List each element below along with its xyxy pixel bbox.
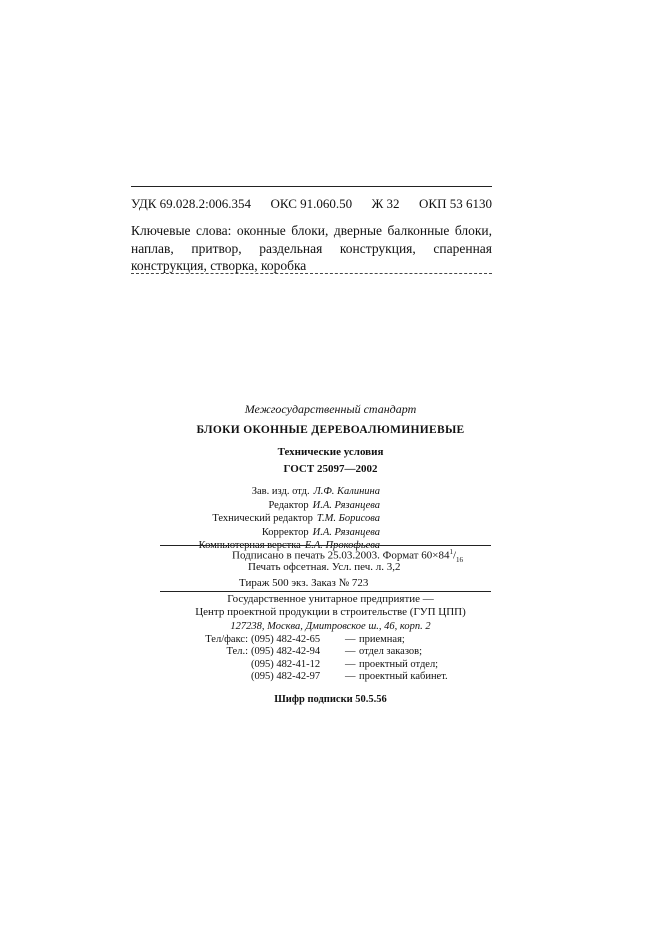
- phone-number: (095) 482-42-94: [251, 646, 321, 658]
- gost-number: ГОСТ 25097—2002: [283, 463, 378, 475]
- staff-role: Зав. изд. отд.: [251, 486, 310, 497]
- staff-name: И.А. Рязанцева: [312, 499, 380, 511]
- subscription-cipher: Шифр подписки 50.5.56: [274, 694, 387, 705]
- okp-code: ОКП 53 6130: [419, 196, 492, 211]
- staff-row: [160, 485, 380, 499]
- phone-label: [203, 659, 251, 671]
- phone-label: [203, 671, 251, 683]
- staff-row: [160, 512, 380, 526]
- zh-code: Ж 32: [371, 196, 400, 211]
- document-title: БЛОКИ ОКОННЫЕ ДЕРЕВОАЛЮМИНИЕВЫЕ: [196, 424, 465, 436]
- staff-name: И.А. Рязанцева: [312, 526, 380, 538]
- staff-bottom-rule: [160, 545, 491, 546]
- staff-row: [160, 499, 380, 513]
- keywords-text: Ключевые слова: оконные блоки, дверные балконные блоки, наплав, притвор, раздельная конструкция, спаренная конструкция, створка, коробка: [131, 223, 492, 273]
- keywords-bottom-rule: [131, 273, 492, 274]
- phone-number: (095) 482-42-65: [251, 634, 321, 645]
- phone-list: [203, 634, 448, 684]
- staff-role: Редактор: [268, 499, 309, 511]
- print-bottom-rule: [160, 591, 491, 592]
- phone-row: [203, 659, 448, 671]
- print-run-line: Тираж 500 экз. Заказ № 723: [239, 577, 369, 589]
- phone-desc: отдел заказов;: [359, 646, 423, 658]
- udk-code: УДК 69.028.2:006.354: [131, 196, 252, 211]
- phone-number: (095) 482-42-97: [251, 671, 321, 683]
- print-signed-text: Подписано в печать 25.03.2003. Формат 60×84: [232, 549, 450, 562]
- phone-number: (095) 482-41-12: [251, 658, 321, 670]
- staff-role: Компьютерная верстка: [198, 540, 301, 552]
- top-rule: [131, 186, 492, 187]
- phone-row: [203, 671, 448, 683]
- phone-label: Тел.:: [226, 646, 248, 658]
- staff-name: Л.Ф. Калинина: [313, 486, 380, 497]
- organization-address: 127238, Москва, Дмитровское ш., 46, корп. 2: [230, 621, 431, 632]
- oks-code: ОКС 91.060.50: [270, 196, 353, 211]
- format-denominator: 16: [456, 555, 464, 564]
- document-subtitle: Технические условия: [277, 446, 384, 458]
- staff-name: Т.М. Борисова: [316, 513, 380, 525]
- staff-role: Корректор: [261, 526, 309, 538]
- phone-desc: проектный отдел;: [359, 658, 439, 670]
- phone-dash: —: [345, 658, 356, 670]
- staff-list: [160, 485, 380, 553]
- staff-row: [160, 526, 380, 540]
- standard-type: Межгосударственный стандарт: [244, 402, 417, 416]
- print-signed-line: Подписано в печать 25.03.2003. Формат $60\times 84^1/_{16}$: [232, 548, 464, 564]
- phone-desc: приемная;: [359, 634, 405, 645]
- staff-name: Е.А. Прокофьева: [304, 540, 380, 552]
- phone-row: [203, 634, 448, 646]
- phone-dash: —: [345, 634, 356, 645]
- classification-codes: [131, 196, 492, 212]
- organization-line1: Государственное унитарное предприятие —: [227, 593, 434, 605]
- phone-label: Тел/факс:: [205, 634, 248, 645]
- phone-dash: —: [345, 671, 356, 683]
- phone-dash: —: [345, 646, 356, 658]
- phone-desc: проектный кабинет.: [359, 671, 448, 683]
- phone-row: [203, 646, 448, 658]
- format-numerator: 1: [449, 548, 453, 556]
- organization-line2: Центр проектной продукции в строительстве (ГУП ЦПП): [195, 606, 466, 618]
- staff-role: Технический редактор: [212, 513, 313, 525]
- print-sheets-line: Печать офсетная. Усл. печ. л. 3,2: [248, 561, 401, 573]
